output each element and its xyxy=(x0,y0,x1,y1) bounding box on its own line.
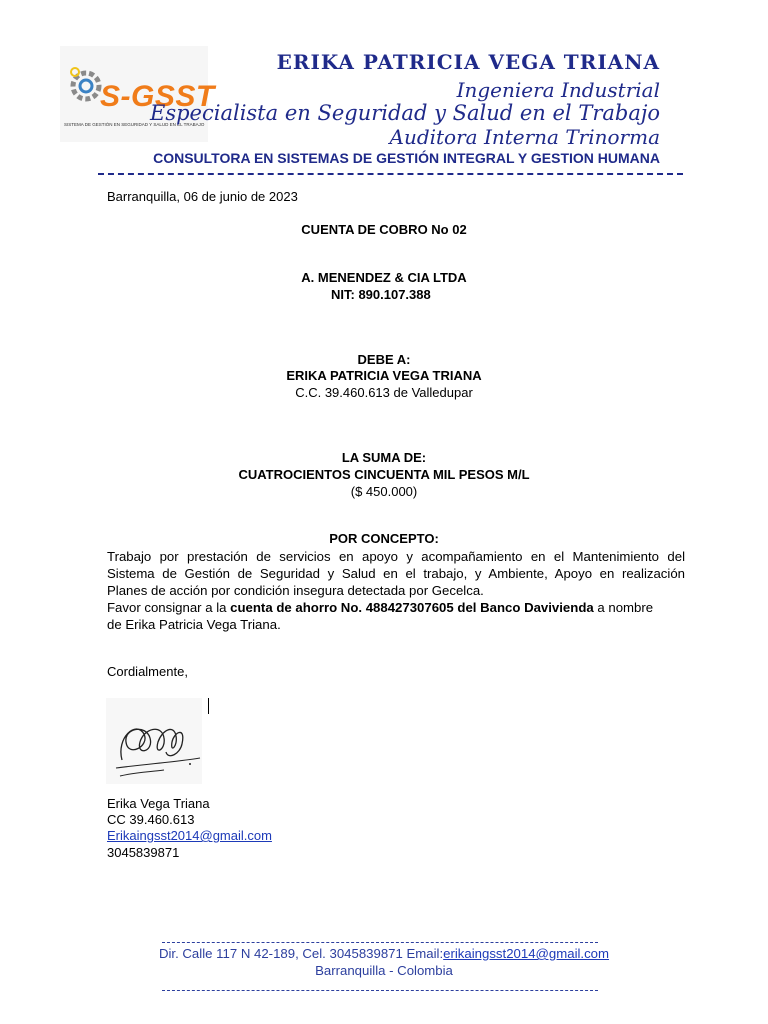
signer-phone: 3045839871 xyxy=(107,845,180,860)
signer-email-link[interactable]: Erikaingsst2014@gmail.com xyxy=(107,828,272,843)
payment-instruction-2: de Erika Patricia Vega Triana. xyxy=(107,617,281,632)
concepto-label: POR CONCEPTO: xyxy=(329,531,439,546)
debe-label: DEBE A: xyxy=(357,352,411,367)
client-name: A. MENENDEZ & CIA LTDA xyxy=(301,270,467,285)
document-title: CUENTA DE COBRO No 02 xyxy=(301,222,467,237)
footer-divider-bottom xyxy=(162,990,598,991)
concepto-line-1: Trabajo por prestación de servicios en apoyo y acompañamiento en el Mantenimiento del xyxy=(107,549,685,564)
footer-divider-top xyxy=(162,942,598,943)
signer-name: Erika Vega Triana xyxy=(107,796,210,811)
concepto-line-3: Planes de acción por condición insegura detectada por Gecelca. xyxy=(107,583,484,598)
debe-name: ERIKA PATRICIA VEGA TRIANA xyxy=(286,368,482,383)
logo-text: S-GSST xyxy=(100,80,215,113)
header-title-2: Especialista en Seguridad y Salud en el Trabajo xyxy=(150,101,660,125)
suma-label: LA SUMA DE: xyxy=(341,450,427,465)
logo-subtitle: SISTEMA DE GESTIÓN EN SEGURIDAD Y SALUD EN EL TRABAJO xyxy=(64,122,205,127)
header-divider xyxy=(98,173,683,175)
header-name: ERIKA PATRICIA VEGA TRIANA xyxy=(276,50,660,74)
text-cursor xyxy=(208,698,209,714)
header-title-3: Auditora Interna Trinorma xyxy=(389,125,660,149)
payment-post: a nombre xyxy=(593,600,654,615)
footer-address-text: Dir. Calle 117 N 42-189, Cel. 3045839871 Email: xyxy=(158,946,444,961)
signer-cc: CC 39.460.613 xyxy=(107,812,195,827)
place-date: Barranquilla, 06 de junio de 2023 xyxy=(107,189,298,204)
closing: Cordialmente, xyxy=(107,664,188,679)
client-nit: NIT: 890.107.388 xyxy=(331,287,431,302)
payment-account: cuenta de ahorro No. 488427307605 del Banco Davivienda xyxy=(230,600,594,615)
concepto-line-2: Sistema de Gestión de Seguridad y Salud en el trabajo, y Ambiente, Apoyo en realización xyxy=(107,566,685,581)
suma-words: CUATROCIENTOS CINCUENTA MIL PESOS M/L xyxy=(238,467,530,482)
debe-cc: C.C. 39.460.613 de Valledupar xyxy=(295,385,473,400)
footer-address xyxy=(0,946,768,961)
payment-pre: Favor consignar a la xyxy=(107,600,231,615)
footer-city: Barranquilla - Colombia xyxy=(315,963,453,978)
header-consultora: CONSULTORA EN SISTEMAS DE GESTIÓN INTEGRAL Y GESTION HUMANA xyxy=(153,150,660,166)
footer-email-link[interactable]: erikaingsst2014@gmail.com xyxy=(443,946,610,961)
header-title-1: Ingeniera Industrial xyxy=(456,78,660,102)
suma-amount: ($ 450.000) xyxy=(350,484,418,499)
payment-instruction xyxy=(107,599,685,616)
handwritten-signature xyxy=(106,698,202,784)
